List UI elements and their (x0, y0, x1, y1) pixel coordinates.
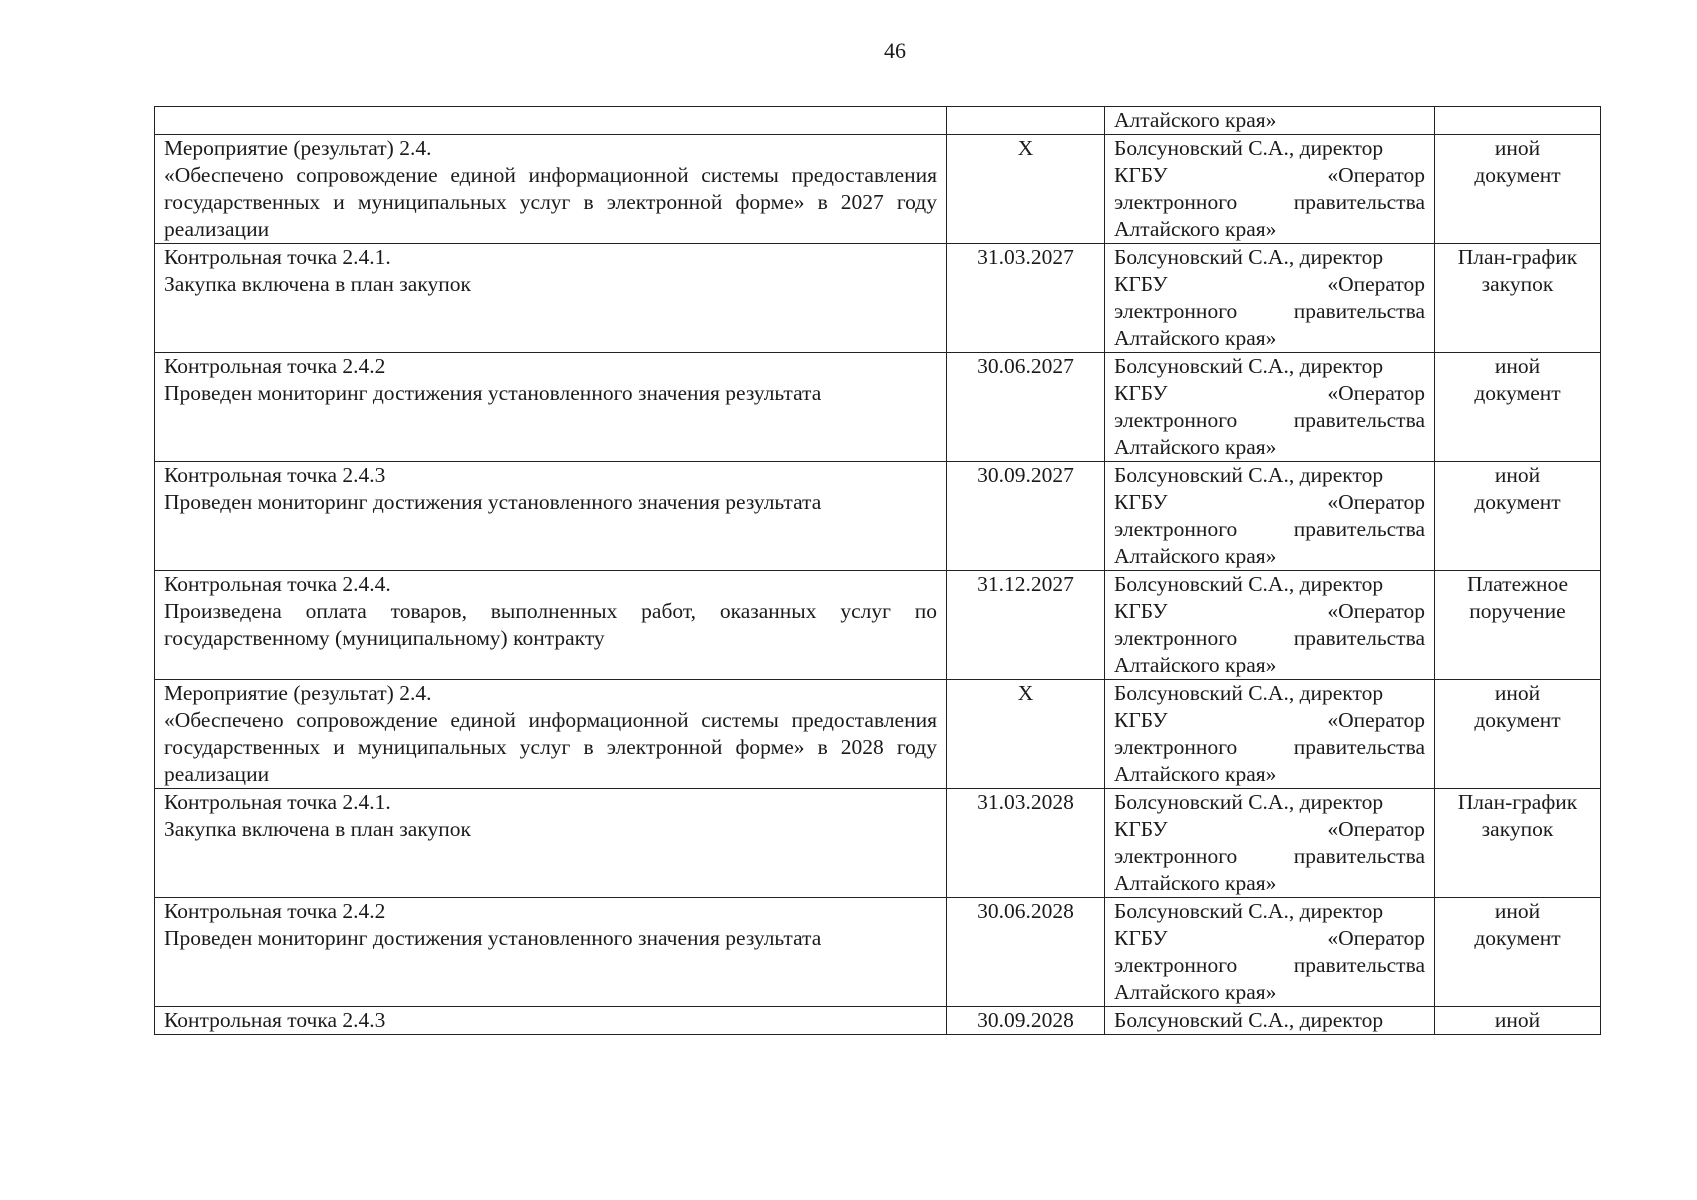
date-cell (947, 1007, 1105, 1035)
document-line: иной (1494, 899, 1541, 923)
document-line: иной (1494, 463, 1541, 487)
row-title: Мероприятие (результат) 2.4. (164, 136, 432, 160)
responsible-line: КГБУ «Оператор (1114, 708, 1425, 732)
row-title: Контрольная точка 2.4.1. (164, 245, 391, 269)
desc-cell (155, 244, 947, 353)
desc-cell (155, 789, 947, 898)
date-cell (947, 135, 1105, 244)
document-line: План-график (1457, 790, 1578, 814)
table-row (155, 680, 1601, 789)
desc-cell (155, 135, 947, 244)
row-description: Произведена оплата товаров, выполненных работ, оказанных услуг по государственному (муниципальному) контракту (164, 599, 937, 650)
document-line: План-график (1457, 245, 1578, 269)
table-row (155, 244, 1601, 353)
responsible-cell (1105, 244, 1435, 353)
responsible-line: КГБУ «Оператор (1114, 272, 1425, 296)
row-title: Контрольная точка 2.4.3 (164, 1008, 386, 1032)
table-row (155, 135, 1601, 244)
responsible-cell (1105, 1007, 1435, 1035)
row-date: 31.03.2027 (977, 245, 1074, 269)
document-line: Платежное (1466, 572, 1569, 596)
document-cell (1435, 1007, 1601, 1035)
responsible-line: Алтайского края» (1114, 217, 1277, 241)
responsible-cell (1105, 571, 1435, 680)
responsible-line: Алтайского края» (1114, 653, 1277, 677)
responsible-line: Алтайского края» (1114, 435, 1277, 459)
row-date: Х (1017, 681, 1034, 705)
desc-cell (155, 680, 947, 789)
date-cell (947, 353, 1105, 462)
desc-cell (155, 462, 947, 571)
responsible-line: электронного правительства (1114, 844, 1425, 868)
responsible-cell (1105, 789, 1435, 898)
responsible-line: КГБУ «Оператор (1114, 599, 1425, 623)
page-number: 46 (884, 38, 906, 63)
responsible-line: КГБУ «Оператор (1114, 163, 1425, 187)
responsible-line: Алтайского края» (1114, 544, 1277, 568)
date-cell (947, 244, 1105, 353)
date-cell (947, 789, 1105, 898)
row-description: Проведен мониторинг достижения установленного значения результата (164, 490, 822, 514)
date-cell (947, 680, 1105, 789)
responsible-line: КГБУ «Оператор (1114, 381, 1425, 405)
row-description: Закупка включена в план закупок (164, 272, 471, 296)
responsible-line: электронного правительства (1114, 735, 1425, 759)
document-line: документ (1474, 490, 1561, 514)
responsible-line: Алтайского края» (1114, 762, 1277, 786)
responsible-line: электронного правительства (1114, 190, 1425, 214)
responsible-line: КГБУ «Оператор (1114, 817, 1425, 841)
document-cell (1435, 789, 1601, 898)
responsible-line: Алтайского края» (1114, 326, 1277, 350)
responsible-cell (1105, 135, 1435, 244)
responsible-line: электронного правительства (1114, 626, 1425, 650)
responsible-line: Алтайского края» (1114, 108, 1277, 132)
document-line: иной (1494, 136, 1541, 160)
row-date: 31.03.2028 (977, 790, 1074, 814)
row-description: «Обеспечено сопровождение единой информационной системы предоставления государственных и муниципальных услуг в электронной форме» в 2027 году реализации (164, 163, 937, 241)
document-line: документ (1474, 708, 1561, 732)
table-row (155, 1007, 1601, 1035)
responsible-cell (1105, 462, 1435, 571)
row-date: 30.09.2028 (977, 1008, 1074, 1032)
responsible-line: электронного правительства (1114, 953, 1425, 977)
continuation-row (155, 107, 1601, 135)
row-title: Контрольная точка 2.4.2 (164, 899, 386, 923)
document-line: иной (1494, 1008, 1541, 1032)
document-line: закупок (1481, 272, 1554, 296)
row-title: Контрольная точка 2.4.4. (164, 572, 391, 596)
row-date: 30.09.2027 (977, 463, 1074, 487)
document-line: документ (1474, 381, 1561, 405)
document-line: закупок (1481, 817, 1554, 841)
responsible-cell (1105, 680, 1435, 789)
document-cell (1435, 244, 1601, 353)
row-description: Проведен мониторинг достижения установленного значения результата (164, 381, 822, 405)
schedule-table (154, 106, 1601, 1035)
document-cell (1435, 353, 1601, 462)
document-cell (1435, 898, 1601, 1007)
desc-cell (155, 107, 947, 135)
date-cell (947, 462, 1105, 571)
responsible-line: электронного правительства (1114, 299, 1425, 323)
desc-cell (155, 571, 947, 680)
document-cell (1435, 107, 1601, 135)
document-cell (1435, 680, 1601, 789)
responsible-cell (1105, 107, 1435, 135)
responsible-line: Болсуновский С.А., директор (1114, 899, 1384, 923)
responsible-line: КГБУ «Оператор (1114, 490, 1425, 514)
table-row (155, 571, 1601, 680)
desc-cell (155, 353, 947, 462)
row-description: «Обеспечено сопровождение единой информационной системы предоставления государственных и муниципальных услуг в электронной форме» в 2028 году реализации (164, 708, 937, 786)
desc-cell (155, 898, 947, 1007)
responsible-line: Алтайского края» (1114, 980, 1277, 1004)
document-line: иной (1494, 354, 1541, 378)
row-title: Мероприятие (результат) 2.4. (164, 681, 432, 705)
responsible-line: Болсуновский С.А., директор (1114, 790, 1384, 814)
table-row (155, 353, 1601, 462)
responsible-line: КГБУ «Оператор (1114, 926, 1425, 950)
document-cell (1435, 135, 1601, 244)
document-cell (1435, 462, 1601, 571)
responsible-line: Болсуновский С.А., директор (1114, 463, 1384, 487)
responsible-line: Болсуновский С.А., директор (1114, 572, 1384, 596)
responsible-line: электронного правительства (1114, 517, 1425, 541)
responsible-line: Болсуновский С.А., директор (1114, 681, 1384, 705)
row-title: Контрольная точка 2.4.1. (164, 790, 391, 814)
responsible-line: Болсуновский С.А., директор (1114, 136, 1384, 160)
row-date: Х (1017, 136, 1034, 160)
responsible-line: Болсуновский С.А., директор (1114, 1008, 1384, 1032)
table-row (155, 898, 1601, 1007)
desc-cell (155, 1007, 947, 1035)
row-description: Проведен мониторинг достижения установленного значения результата (164, 926, 822, 950)
document-line: документ (1474, 926, 1561, 950)
responsible-cell (1105, 353, 1435, 462)
row-date: 31.12.2027 (977, 572, 1074, 596)
date-cell (947, 571, 1105, 680)
document-line: документ (1474, 163, 1561, 187)
document-cell (1435, 571, 1601, 680)
document-line: поручение (1469, 599, 1566, 623)
date-cell (947, 898, 1105, 1007)
row-date: 30.06.2027 (977, 354, 1074, 378)
table-row (155, 789, 1601, 898)
responsible-line: Болсуновский С.А., директор (1114, 245, 1384, 269)
responsible-line: Болсуновский С.А., директор (1114, 354, 1384, 378)
responsible-line: Алтайского края» (1114, 871, 1277, 895)
row-date: 30.06.2028 (977, 899, 1074, 923)
date-cell (947, 107, 1105, 135)
table-row (155, 462, 1601, 571)
row-title: Контрольная точка 2.4.3 (164, 463, 386, 487)
responsible-line: электронного правительства (1114, 408, 1425, 432)
document-line: иной (1494, 681, 1541, 705)
row-title: Контрольная точка 2.4.2 (164, 354, 386, 378)
responsible-cell (1105, 898, 1435, 1007)
row-description: Закупка включена в план закупок (164, 817, 471, 841)
